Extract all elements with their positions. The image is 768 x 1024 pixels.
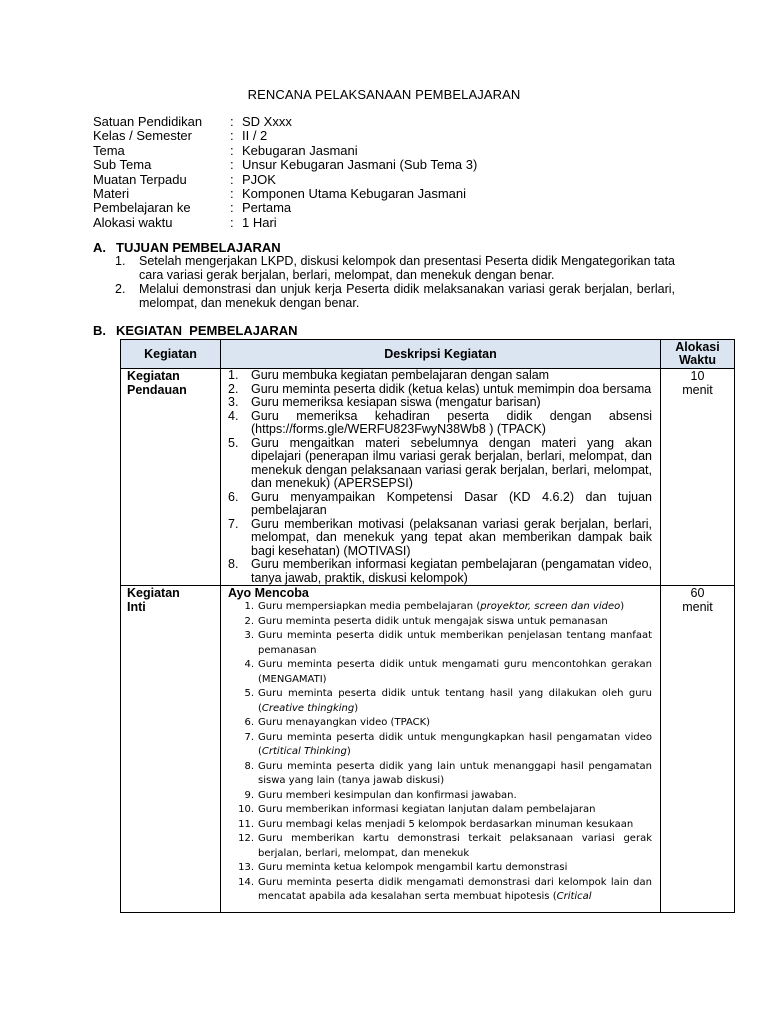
list-item <box>228 410 652 437</box>
list-item-number: 9. <box>244 789 254 801</box>
list-item <box>228 832 652 861</box>
list-item-number: 13. <box>238 862 254 873</box>
list-item-text-main: Guru meminta ketua kelompok mengambil kartu demonstrasi <box>258 862 568 873</box>
list-item <box>228 818 652 833</box>
stage-inti-text: Kegiatan Inti <box>127 586 180 614</box>
objective-text: Melalui demonstrasi dan unjuk kerja Peserta didik melaksanakan variasi gerak berjalan, berlari, melompat, dan menekuk dengan benar. <box>139 282 675 310</box>
list-item-number: 2. <box>228 381 239 396</box>
identity-key: Kelas / Semester <box>93 128 192 144</box>
objectives-list <box>115 254 675 310</box>
list-item-text: Guru memeriksa kehadiran peserta didik dengan absensi (https://forms.gle/WERFU823FwyN38Wb8 ) (TPACK) <box>251 408 652 436</box>
identity-value: Unsur Kebugaran Jasmani (Sub Tema 3) <box>242 157 478 173</box>
identity-row <box>93 158 477 172</box>
identity-key: Alokasi waktu <box>93 214 173 230</box>
list-item-text <box>258 803 652 818</box>
objective-text: Setelah mengerjakan LKPD, diskusi kelompok dan presentasi Peserta didik Mengategorikan tata cara variasi gerak berjalan, berlari, melompat, dan menekuk dengan benar. <box>139 254 675 282</box>
stage-inti <box>121 586 221 913</box>
document-title: RENCANA PELAKSANAAN PEMBELAJARAN <box>247 87 521 102</box>
table-row-pendahuluan <box>121 369 735 586</box>
list-item-text: Guru menyampaikan Kompetensi Dasar (KD 4.6.2) dan tujuan pembelajaran <box>251 489 652 517</box>
identity-value: Kebugaran Jasmani <box>242 142 358 158</box>
desc-pendahuluan <box>221 369 661 586</box>
identity-colon: : <box>230 157 234 173</box>
list-item <box>228 629 652 658</box>
list-item-text: Guru mengaitkan materi sebelumnya dengan materi yang akan dipelajari (penerapan ilmu variasi gerak berjalan, berlari, melompat, dan menekuk dengan pelaksanaan variasi gerak berjalan, berlari, melompat, dan menekuk) (APERSEPSI) <box>251 435 652 490</box>
list-item-text-italic: Crtitical Thinking <box>261 746 347 757</box>
pendahuluan-list <box>228 369 652 585</box>
identity-key: Sub Tema <box>93 157 152 173</box>
list-item-text-main: Guru meminta peserta didik untuk memberikan penjelasan tentang manfaat pemanasan <box>258 630 652 656</box>
list-item-text-main: Guru menayangkan video (TPACK) <box>258 717 431 728</box>
list-item-number: 11. <box>238 818 254 830</box>
duration-inti-text: 60 menit <box>682 586 713 614</box>
list-item-text-after: ) <box>354 702 359 714</box>
identity-colon: : <box>230 185 234 201</box>
ayo-mencoba-heading: Ayo Mencoba <box>228 586 309 600</box>
list-item-number: 6. <box>244 717 254 728</box>
identity-key: Tema <box>93 142 125 158</box>
list-item-number: 7. <box>244 731 254 743</box>
list-item-number: 8. <box>244 760 254 772</box>
list-item-number: 4. <box>244 659 254 670</box>
list-item-text: Guru memberikan motivasi (pelaksanan variasi gerak berjalan, berlari, melompat, dan menekuk yang tepat akan memberikan dampak baik bagi kesehatan) (MOTIVASI) <box>251 516 652 558</box>
list-item <box>228 491 652 518</box>
identity-key: Satuan Pendidikan <box>93 114 203 129</box>
list-item-text: Guru memeriksa kesiapan siswa (mengatur barisan) <box>251 395 541 409</box>
header-kegiatan: Kegiatan <box>121 340 221 369</box>
list-item-text-italic: proyektor, screen dan video <box>480 601 621 612</box>
list-item-number: 6. <box>228 489 239 504</box>
list-item-text <box>258 716 652 731</box>
list-item <box>228 861 652 876</box>
list-item-text-after: ) <box>620 601 625 612</box>
list-item-text <box>258 818 652 833</box>
list-item <box>228 876 652 905</box>
list-item-text-main: Guru memberikan kartu demonstrasi terkait pelaksanaan variasi gerak berjalan, berlari, melompat, dan menekuk <box>258 833 652 859</box>
header-alokasi: Alokasi Waktu <box>661 340 735 369</box>
table-header-row <box>121 340 735 369</box>
identity-colon: : <box>230 171 234 187</box>
list-item-number: 3. <box>244 630 254 641</box>
list-item-text <box>258 629 652 658</box>
identity-colon: : <box>230 214 234 230</box>
list-item <box>228 383 652 397</box>
list-item-number: 14. <box>238 876 254 888</box>
list-item-text-main: Guru meminta peserta didik untuk mengamati guru mencontohkan gerakan (MENGAMATI) <box>258 659 652 685</box>
identity-row <box>93 129 477 143</box>
list-item-number: 2. <box>244 615 254 627</box>
list-item-text <box>258 760 652 789</box>
list-item-number: 4. <box>228 408 239 423</box>
list-item-text-main: Guru meminta peserta didik untuk tentang hasil yang dilakukan oleh guru ( <box>258 688 652 714</box>
list-item-text <box>258 687 652 716</box>
identity-colon: : <box>230 142 234 158</box>
list-item-text <box>258 731 652 760</box>
identity-row <box>93 201 477 215</box>
duration-pendahuluan-text: 10 menit <box>682 369 713 397</box>
identity-row <box>93 187 477 201</box>
activity-table <box>120 339 735 913</box>
identity-value: SD Xxxx <box>242 114 292 129</box>
list-item-text <box>258 832 652 861</box>
identity-value: 1 Hari <box>242 214 277 230</box>
identity-row <box>93 144 477 158</box>
list-item <box>228 600 652 615</box>
list-item-text-main: Guru mempersiapkan media pembelajaran ( <box>258 601 481 612</box>
identity-key: Muatan Terpadu <box>93 171 187 187</box>
duration-pendahuluan <box>661 369 735 586</box>
inti-list <box>228 600 652 905</box>
identity-row <box>93 216 477 230</box>
list-item <box>228 716 652 731</box>
section-a-letter: A. <box>93 240 106 255</box>
list-item <box>228 760 652 789</box>
identity-row <box>93 115 477 129</box>
objective-number: 1. <box>115 254 126 268</box>
list-item-number: 10. <box>238 804 254 815</box>
list-item-number: 12. <box>238 833 254 844</box>
objective-item <box>115 282 675 310</box>
identity-key: Materi <box>93 185 130 201</box>
identity-value: Pertama <box>242 200 292 216</box>
list-item-text <box>258 658 652 687</box>
table-row-inti <box>121 586 735 913</box>
list-item-text-main: Guru meminta peserta didik untuk mengajak siswa untuk pemanasan <box>258 615 608 627</box>
list-item <box>228 518 652 559</box>
section-b-heading <box>93 323 298 338</box>
list-item <box>228 615 652 630</box>
identity-block <box>93 115 477 230</box>
section-a-heading <box>93 240 281 255</box>
identity-key: Pembelajaran ke <box>93 200 191 216</box>
list-item-number: 1. <box>244 601 254 612</box>
list-item <box>228 658 652 687</box>
list-item-text-main: Guru memberikan informasi kegiatan lanjutan dalam pembelajaran <box>258 804 596 815</box>
list-item-text-main: Guru meminta peserta didik mengamati demonstrasi dari kelompok lain dan mencatat apabila ada kesalahan serta membuat hipotesis ( <box>258 876 652 902</box>
list-item-text-italic: Creative thingking <box>261 702 355 714</box>
header-deskripsi: Deskripsi Kegiatan <box>221 340 661 369</box>
list-item-text <box>258 789 652 804</box>
list-item-text-italic: Critical <box>556 891 592 902</box>
list-item-text: Guru meminta peserta didik (ketua kelas) untuk memimpin doa bersama <box>251 381 652 396</box>
list-item-text-main: Guru memberi kesimpulan dan konfirmasi jawaban. <box>258 789 517 801</box>
section-a-title: TUJUAN PEMBELAJARAN <box>116 240 281 255</box>
identity-colon: : <box>230 200 234 216</box>
section-b-title: KEGIATAN PEMBELAJARAN <box>116 323 298 338</box>
list-item <box>228 396 652 410</box>
list-item-text <box>258 876 652 905</box>
list-item-number: 8. <box>228 557 239 571</box>
list-item <box>228 437 652 491</box>
desc-inti <box>221 586 661 913</box>
duration-inti <box>661 586 735 913</box>
list-item-text <box>258 861 652 876</box>
list-item-text-main: Guru meminta peserta didik yang lain untuk menanggapi hasil pengamatan siswa yang lain (tanya jawab diskusi) <box>258 760 652 786</box>
list-item-number: 7. <box>228 516 239 531</box>
identity-value: PJOK <box>242 171 276 187</box>
identity-colon: : <box>230 114 234 129</box>
identity-colon: : <box>230 128 234 144</box>
list-item-number: 5. <box>228 435 239 450</box>
list-item-number: 1. <box>228 368 239 382</box>
list-item <box>228 803 652 818</box>
objective-item <box>115 254 675 282</box>
identity-value: Komponen Utama Kebugaran Jasmani <box>242 185 467 201</box>
objective-number: 2. <box>115 282 126 296</box>
list-item <box>228 789 652 804</box>
list-item <box>228 369 652 383</box>
list-item-number: 5. <box>244 688 254 699</box>
identity-value: II / 2 <box>242 128 268 144</box>
list-item-text: Guru membuka kegiatan pembelajaran dengan salam <box>251 368 550 382</box>
list-item-text-main: Guru meminta peserta didik untuk mengungkapkan hasil pengamatan video ( <box>258 731 652 757</box>
list-item-text <box>258 600 652 615</box>
list-item-text <box>258 615 652 630</box>
list-item-text-after: ) <box>346 746 351 757</box>
list-item <box>228 687 652 716</box>
list-item-text-main: Guru membagi kelas menjadi 5 kelompok berdasarkan minuman kesukaan <box>258 818 634 830</box>
list-item <box>228 558 652 585</box>
stage-pendahuluan: Kegiatan Pendauan <box>121 369 221 586</box>
section-b-letter: B. <box>93 323 106 338</box>
list-item-text: Guru memberikan informasi kegiatan pembelajaran (pengamatan video, tanya jawab, praktik, diskusi kelompok) <box>251 557 652 585</box>
list-item-number: 3. <box>228 395 239 409</box>
list-item <box>228 731 652 760</box>
identity-row <box>93 173 477 187</box>
